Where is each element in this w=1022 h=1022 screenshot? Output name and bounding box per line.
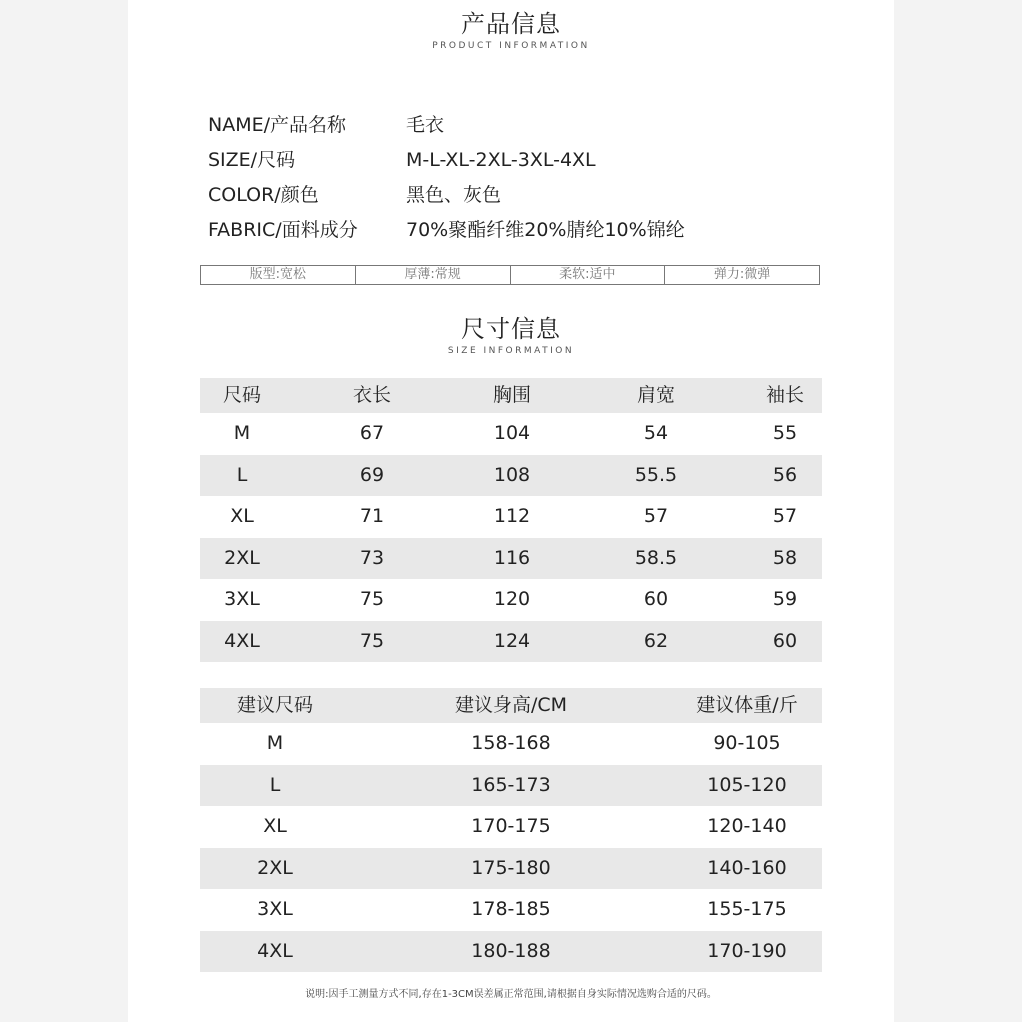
table-cell: 3XL — [257, 898, 293, 921]
info-value: 70%聚酯纤维20%腈纶10%锦纶 — [406, 219, 685, 241]
table-cell: 124 — [460, 621, 564, 663]
table-row — [200, 723, 822, 765]
header-cell: 肩宽 — [564, 378, 748, 413]
table-row — [200, 579, 822, 621]
table-cell: 69 — [284, 455, 460, 497]
recommend-table-header — [200, 688, 822, 723]
info-label: NAME/产品名称 — [208, 114, 347, 136]
table-cell: 60 — [643, 588, 669, 611]
size-table-header — [200, 378, 822, 413]
table-cell: 57 — [772, 505, 798, 528]
recommend-table — [200, 688, 822, 972]
header-cell: 衣长 — [284, 378, 460, 413]
product-info-title: 产品信息 — [461, 10, 561, 38]
table-row — [200, 455, 822, 497]
table-cell: 165-173 — [350, 765, 672, 807]
attribute-elasticity: 弹力:微弹 — [713, 267, 771, 282]
table-row — [200, 765, 822, 807]
header-cell: 胸围 — [460, 378, 564, 413]
table-cell: 105-120 — [672, 765, 822, 807]
table-cell: 175-180 — [350, 848, 672, 890]
table-cell: XL — [263, 815, 287, 838]
info-value: 黑色、灰色 — [406, 184, 502, 206]
product-info-subtitle: PRODUCT INFORMATION — [432, 41, 590, 51]
table-cell: 58.5 — [564, 538, 748, 580]
table-cell: 73 — [284, 538, 460, 580]
table-cell: 57 — [643, 505, 669, 528]
table-row — [200, 538, 822, 580]
table-cell: 58 — [748, 538, 822, 580]
measurement-note: 说明:因手工测量方式不同,存在1-3CM误差属正常范围,请根据自身实际情况选购合适的尺码。 — [305, 989, 717, 1000]
table-row — [200, 621, 822, 663]
table-cell: 2XL — [200, 848, 350, 890]
table-cell: 116 — [460, 538, 564, 580]
table-cell: 140-160 — [672, 848, 822, 890]
table-cell: 75 — [359, 588, 385, 611]
table-cell: 55 — [772, 422, 798, 445]
size-info-title: 尺寸信息 — [461, 315, 561, 343]
table-cell: 2XL — [200, 538, 284, 580]
attribute-softness: 柔软:适中 — [511, 266, 666, 284]
header-cell: 建议体重/斤 — [672, 688, 822, 723]
header-cell: 袖长 — [748, 378, 822, 413]
table-cell: 4XL — [200, 931, 350, 973]
table-cell: 180-188 — [350, 931, 672, 973]
table-cell: 3XL — [224, 588, 260, 611]
table-row — [200, 413, 822, 455]
table-cell: 120-140 — [707, 815, 787, 838]
table-cell: 56 — [748, 455, 822, 497]
size-info-heading — [128, 315, 894, 357]
info-label: FABRIC/面料成分 — [208, 219, 358, 241]
table-row — [200, 848, 822, 890]
table-cell: 67 — [359, 422, 385, 445]
table-cell: 60 — [748, 621, 822, 663]
header-cell: 建议身高/CM — [350, 688, 672, 723]
info-value: 毛衣 — [406, 114, 445, 136]
info-label: COLOR/颜色 — [208, 184, 319, 206]
info-label: SIZE/尺码 — [208, 149, 296, 171]
product-info-heading — [128, 10, 894, 52]
table-cell: 104 — [493, 422, 531, 445]
table-cell: 55.5 — [564, 455, 748, 497]
table-cell: 90-105 — [713, 732, 781, 755]
table-cell: 75 — [284, 621, 460, 663]
table-row — [200, 931, 822, 973]
attribute-fit: 版型:宽松 — [201, 266, 356, 284]
table-cell: M — [233, 422, 251, 445]
table-cell: 170-175 — [471, 815, 551, 838]
table-cell: L — [200, 765, 350, 807]
info-value: M-L-XL-2XL-3XL-4XL — [406, 149, 596, 171]
table-cell: 108 — [460, 455, 564, 497]
header-cell: 建议尺码 — [200, 688, 350, 723]
table-cell: 59 — [772, 588, 798, 611]
table-cell: 120 — [493, 588, 531, 611]
table-row — [200, 806, 822, 848]
product-detail-page — [128, 0, 894, 1022]
size-table — [200, 378, 822, 662]
attribute-bar — [200, 265, 820, 285]
table-cell: L — [200, 455, 284, 497]
header-cell: 尺码 — [200, 378, 284, 413]
table-row — [200, 496, 822, 538]
table-cell: 4XL — [200, 621, 284, 663]
table-cell: 112 — [493, 505, 531, 528]
table-cell: M — [266, 732, 284, 755]
size-info-subtitle: SIZE INFORMATION — [447, 346, 575, 356]
table-cell: 155-175 — [707, 898, 787, 921]
table-cell: 71 — [359, 505, 385, 528]
attribute-thickness: 厚薄:常规 — [356, 266, 511, 284]
table-cell: 54 — [643, 422, 669, 445]
table-row — [200, 889, 822, 931]
table-cell: 158-168 — [471, 732, 551, 755]
table-cell: 170-190 — [672, 931, 822, 973]
table-cell: XL — [230, 505, 254, 528]
table-cell: 178-185 — [471, 898, 551, 921]
table-cell: 62 — [564, 621, 748, 663]
